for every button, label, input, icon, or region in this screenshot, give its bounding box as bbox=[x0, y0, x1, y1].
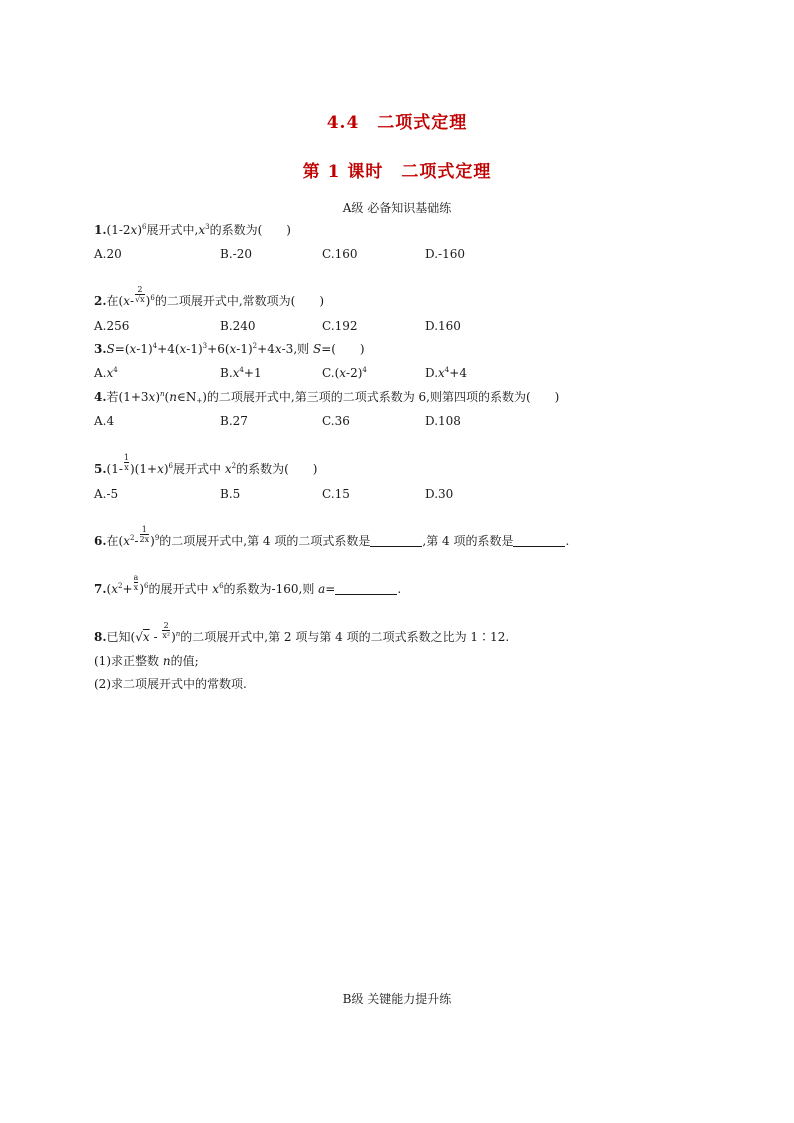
q3-option-a: $A.x^4$ bbox=[94, 366, 118, 380]
q6-answer-blank-1[interactable] bbox=[370, 534, 422, 547]
question-4: 4.若$(1+3x)^n(n\in N_+)$的二项展开式中,第三项的二项式系数为 6,则第四项的系数为( ) bbox=[94, 390, 560, 405]
question-6: 6.在($x^2-$ $\frac{1}{2x}$ )$^9$的二项展开式中,第 4 项的二项式系数是 ,第 4 项的系数是 . bbox=[94, 525, 570, 548]
level-a-heading: A级 必备知识基础练 bbox=[342, 201, 452, 215]
q7-fraction: $\frac{a}{x}$ bbox=[133, 573, 139, 592]
section-title: 4.4 二项式定理 bbox=[326, 113, 468, 133]
q4-option-a: A.4 bbox=[94, 414, 115, 428]
q8-fraction: $\frac{2}{\text{x²}}$ bbox=[162, 621, 171, 640]
lesson-title: 第 1 课时 二项式定理 bbox=[302, 162, 492, 182]
q2-option-c: C.192 bbox=[322, 319, 358, 333]
q6-answer-blank-2[interactable] bbox=[513, 534, 565, 547]
q1-option-d: D.-160 bbox=[425, 247, 465, 261]
question-2: 2.在(x- $\frac{2}{√x}$ )$^6$的二项展开式中,常数项为( ) bbox=[94, 285, 325, 308]
q5-option-d: D.30 bbox=[425, 487, 454, 501]
question-7: $7.(x^2+$ $\frac{a}{x}$ )$^6$的展开式中 $x^6$的系数为-160,则 a= . bbox=[94, 573, 402, 596]
q4-option-c: C.36 bbox=[322, 414, 350, 428]
q5-fraction: $\frac{1}{x}$ bbox=[123, 453, 129, 472]
q1-option-a: A.20 bbox=[94, 247, 122, 261]
level-b-heading: B级 关键能力提升练 bbox=[342, 992, 452, 1006]
q1-option-c: C.160 bbox=[322, 247, 358, 261]
q2-option-a: A.256 bbox=[94, 319, 130, 333]
question-3: $3.S=(x-1)^4+4(x-1)^3+6(x-1)^2+4x-3$,则 S=( ) bbox=[94, 342, 365, 356]
q2-fraction: $\frac{2}{√x}$ bbox=[135, 285, 145, 304]
q6-fraction: $\frac{1}{2x}$ bbox=[139, 525, 150, 544]
question-5: 5.(1- $\frac{1}{x}$ )$(1+x)^6$展开式中 $x^2$的系数为( ) bbox=[94, 453, 318, 476]
q7-answer-blank[interactable] bbox=[335, 582, 397, 595]
q8-subquestion-1: (1)求正整数 n的值; bbox=[94, 654, 199, 668]
q5-option-b: B.5 bbox=[220, 487, 241, 501]
q3-option-d: $D.x^4+4$ bbox=[425, 366, 467, 380]
question-1: $1.(1-2x)^6$展开式中$,x^3$的系数为( ) bbox=[94, 223, 291, 237]
q5-option-a: A.-5 bbox=[94, 487, 119, 501]
q4-option-b: B.27 bbox=[220, 414, 248, 428]
q2-option-d: D.160 bbox=[425, 319, 461, 333]
q5-option-c: C.15 bbox=[322, 487, 350, 501]
q8-subquestion-2: (2)求二项展开式中的常数项. bbox=[94, 677, 247, 691]
q2-option-b: B.240 bbox=[220, 319, 256, 333]
q3-option-b: $B.x^4+1$ bbox=[220, 366, 262, 380]
question-8: 8.已知(√x - $\frac{2}{\text{x²}}$ )$^n$的二项展开式中,第 2 项与第 4 项的二项式系数之比为 1∶12. bbox=[94, 621, 510, 644]
q4-option-d: D.108 bbox=[425, 414, 461, 428]
q1-option-b: B.-20 bbox=[220, 247, 252, 261]
q3-option-c: $C.(x-2)^4$ bbox=[322, 366, 367, 380]
